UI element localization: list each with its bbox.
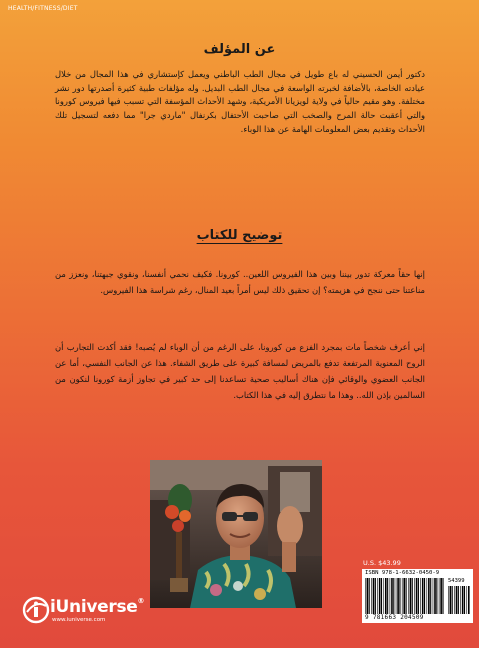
barcode-addon-number: 54399	[448, 578, 465, 584]
registered-mark: ®	[137, 597, 145, 605]
isbn-text: ISBN 978-1-6632-0450-9	[365, 570, 440, 576]
publisher-name: iUniverse	[50, 597, 138, 617]
about-author-heading: عن المؤلف	[203, 42, 276, 57]
barcode-number: 9 781663 204509	[365, 614, 424, 621]
barcode-addon-bars	[448, 586, 470, 614]
iuniverse-logo-icon	[22, 596, 50, 624]
publisher-url: www.iuniverse.com	[52, 617, 106, 623]
about-book-paragraph-1: إنها حقاً معركة تدور بيننا وبين هذا الفيروس اللعين.. كورونا. فكيف نحمي أنفسنا، ونقوي جبهتنا، ونعزز من مناعتنا حتى ننجح في هزيمته؟ إن تحقيق ذلك ليس أمراً بعيد المنال، رغم شراسة هذا الفيروس.	[55, 269, 425, 295]
price-label: U.S. $43.99	[363, 559, 401, 567]
category-label: HEALTH/FITNESS/DIET	[8, 5, 78, 12]
author-photo	[150, 460, 322, 608]
about-author-text: دكتور أيمن الحسيني له باع طويل في مجال الطب الباطني ويعمل كإستشاري في هذا المجال من خلال عيادته الخاصة، بالأضافة لخبرته الواسعة في مجال الطب البديل. وله مؤلفات طبية كثيرة أصدرتها دور نشر مختلفة. وهو مقيم حالياً في ولاية لويزيانا الأمريكية، وشهد الأحداث المؤسفة التي تسبب فيها فيروس كورونا والتي أعقبت حالة المرح والصخب التي صاحبت الأحتفال بكرنفال "ماردي جرا" مما دفعه لتسجيل تلك الأحداث وتقديم بعض المعلومات الهامة عن هذا الوباء.	[55, 69, 425, 134]
about-book-heading: توضيح للكتاب	[196, 228, 283, 243]
about-book-paragraph-2: إني أعرف شخصاً مات بمجرد الفزع من كورونا، على الرغم من أن الوباء لم يُصبه! فقد أكدت التجارب أن الروح المعنوية المرتفعة تدفع بالمريض لمسافة كبيرة على طريق الشفاء. هذا عن الجانب النفسي، أما عن الجانب العضوي والوقائي فإن هناك أساليب صحية تساعدنا إلى حد كبير في تجاوز أزمة كورونا لنكون من السالمين بإذن الله.. وهذا ما نتطرق إليه في هذا الكتاب.	[55, 342, 425, 400]
barcode-bars	[365, 578, 445, 614]
isbn-barcode	[362, 569, 473, 623]
